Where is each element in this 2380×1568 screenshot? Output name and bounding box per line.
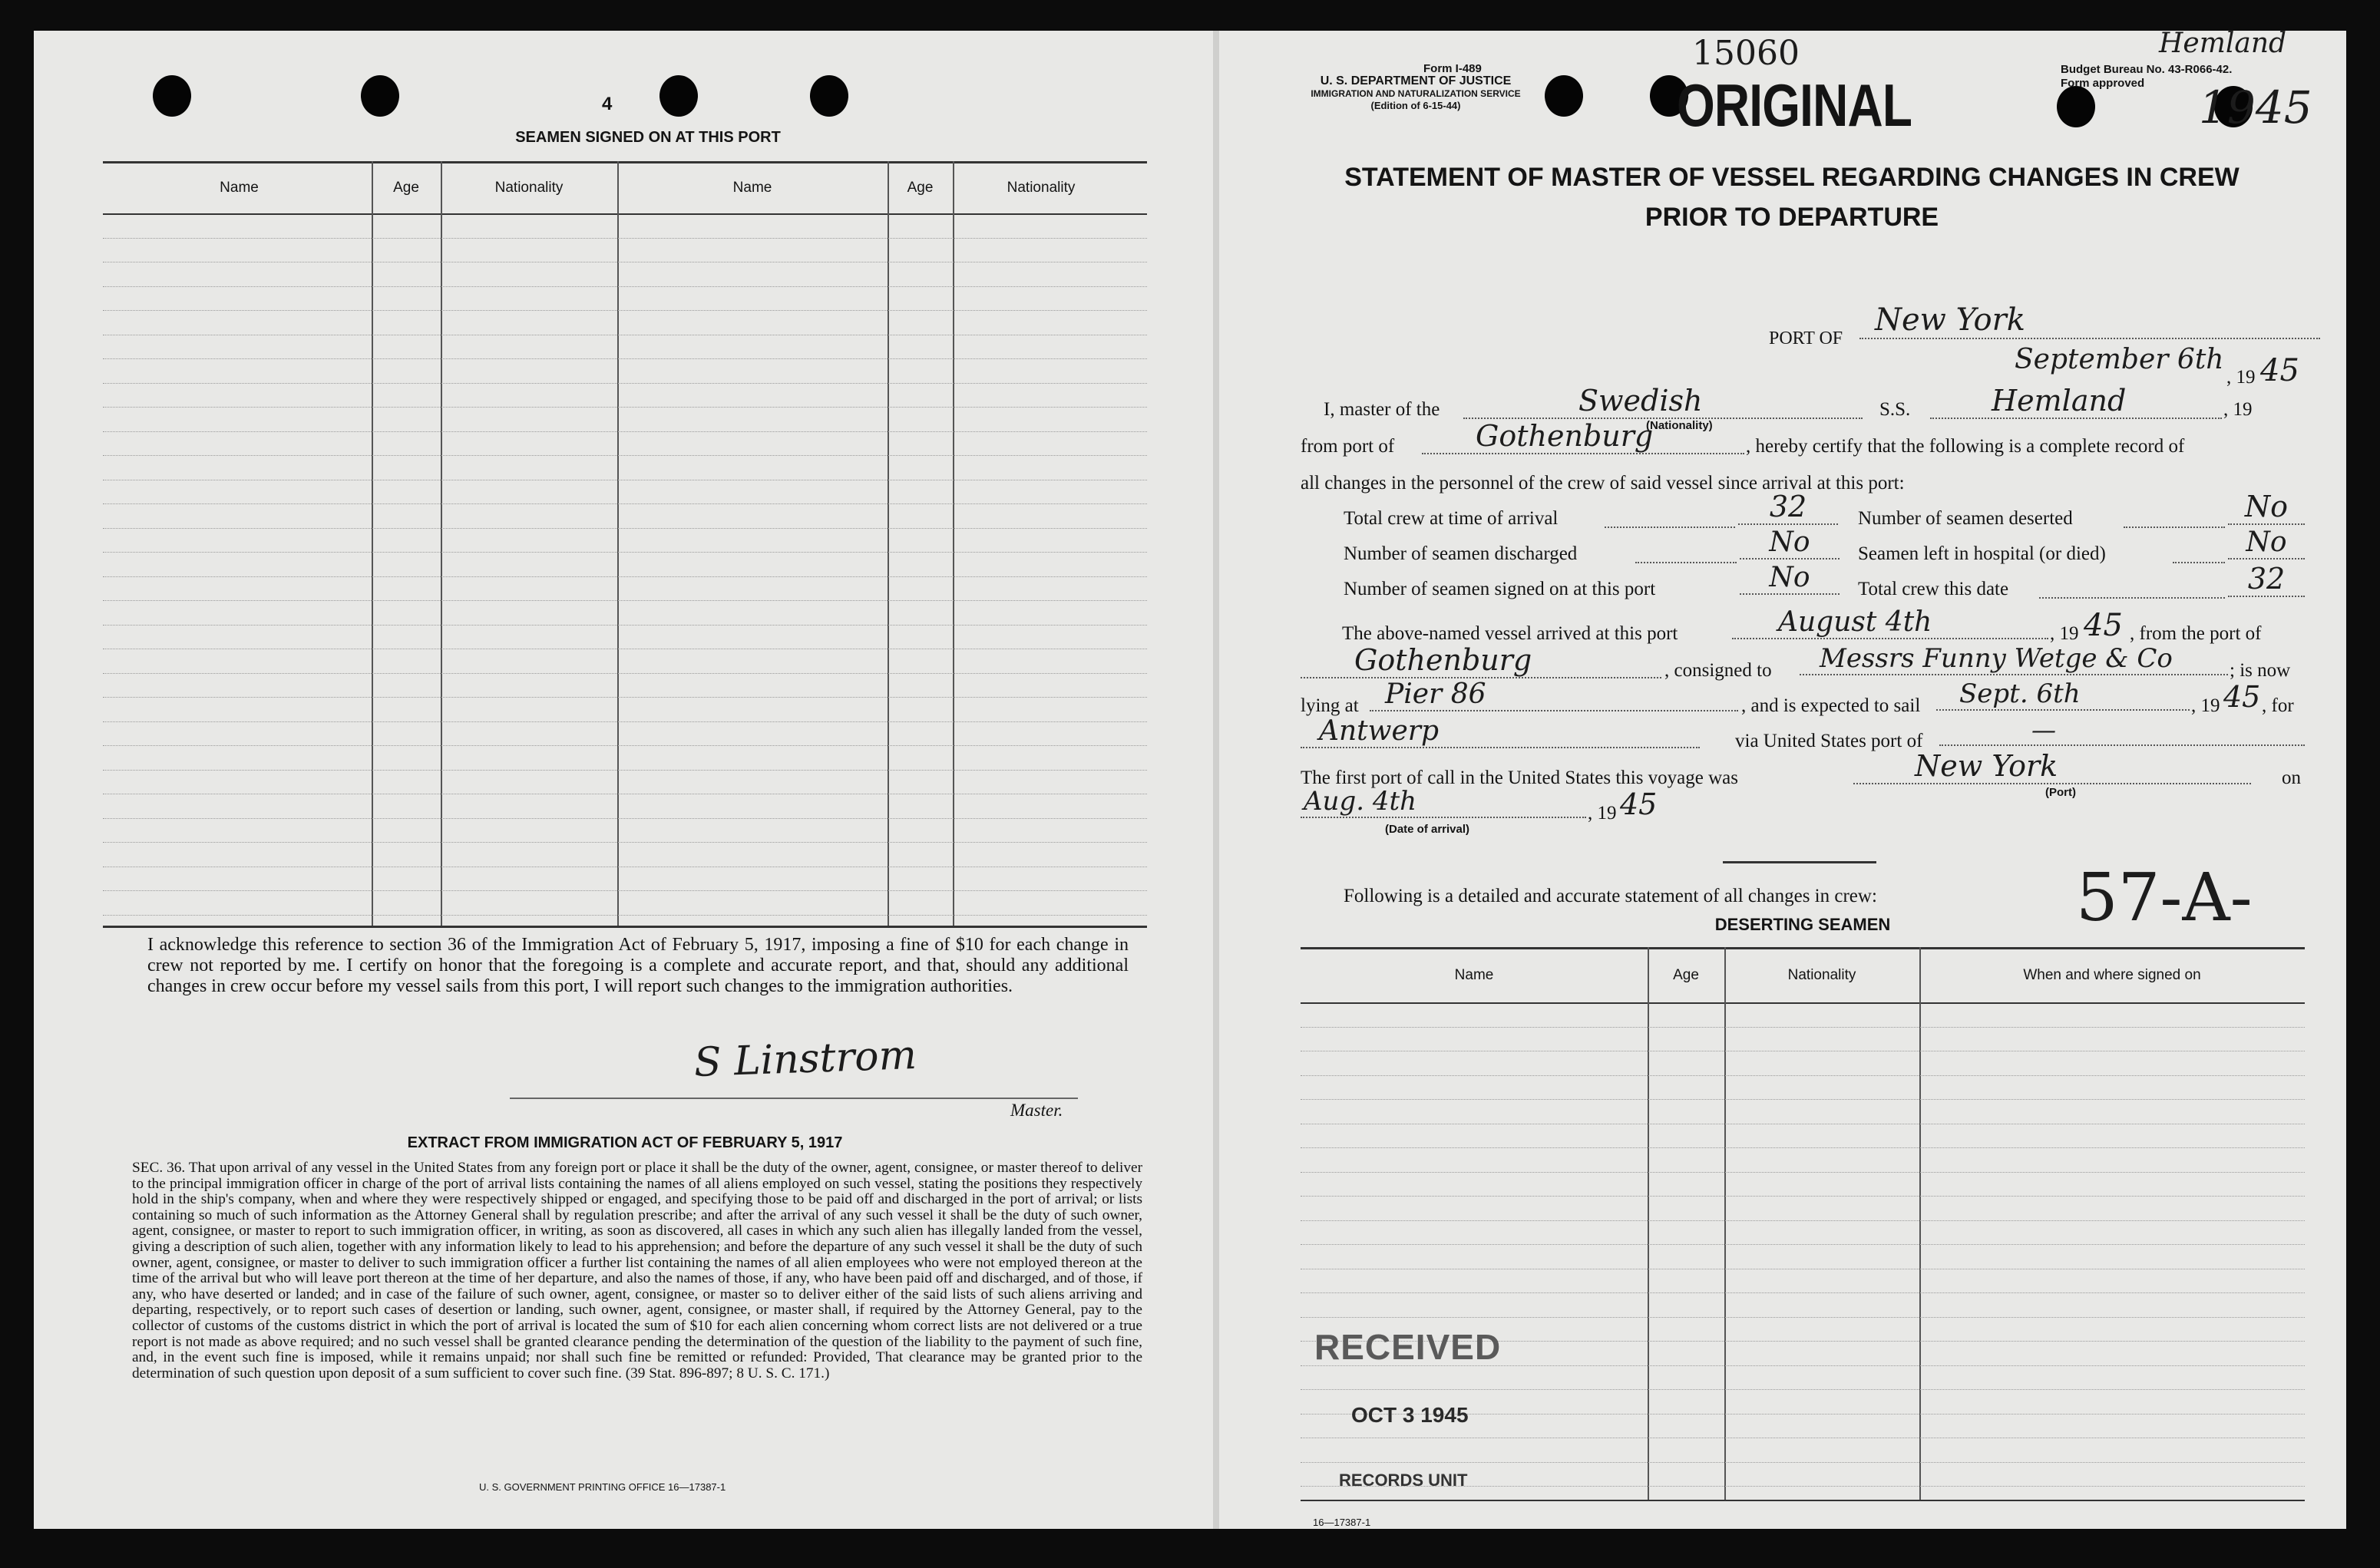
signed-on-label: Number of seamen signed on at this port — [1344, 579, 1656, 599]
table-row — [1301, 1462, 2305, 1463]
table-row — [103, 407, 1147, 408]
first-year-prefix: , 19 — [1588, 803, 1617, 824]
signature-line — [510, 1098, 1078, 1099]
hospital-label: Seamen left in hospital (or died) — [1858, 543, 2106, 564]
deserting-table-bottom-rule — [1301, 1500, 2305, 1501]
lying-at-label: lying at — [1301, 695, 1359, 716]
deserting-col-signed-on: When and where signed on — [2023, 967, 2201, 983]
table-row — [1301, 1317, 2305, 1318]
table-row — [1301, 1389, 2305, 1390]
handwritten-code: 57-A- — [2076, 860, 2253, 936]
arrived-year-value: 45 — [2084, 608, 2123, 643]
destination-field: Antwerp — [1301, 715, 1700, 748]
service-name: IMMIGRATION AND NATURALIZATION SERVICE — [1311, 88, 1521, 99]
footer-code: 16—17387-1 — [1313, 1517, 1371, 1528]
signed-on-field: No — [1740, 562, 1840, 595]
short-divider — [1723, 861, 1876, 863]
column-divider — [372, 161, 373, 926]
table-row — [1301, 1244, 2305, 1245]
table-header-rule — [103, 213, 1147, 215]
table-row — [103, 625, 1147, 626]
table-row — [1301, 1147, 2305, 1148]
table-row — [103, 503, 1147, 504]
table-row — [1301, 1027, 2305, 1028]
following-text: Following is a detailed and accurate statement of all changes in crew: — [1344, 886, 1877, 906]
consigned-field: Messrs Funny Wetge & Co — [1800, 643, 2228, 675]
from-port-label: from port of — [1301, 436, 1395, 457]
punch-hole-icon — [659, 75, 698, 117]
table-row — [103, 528, 1147, 529]
column-divider — [888, 161, 889, 926]
acknowledgement-text: I acknowledge this reference to section 36 of the Immigration Act of February 5, 1917, imposing a fine of $10 for each change in crew not reported by me. I certify on honor that the foregoing is a complete and accurate report, and that, should any additional changes in crew occur before my vessel sails from this port, I will report such changes to the immigration authorities. — [147, 935, 1129, 996]
arrived-label: The above-named vessel arrived at this port — [1342, 623, 1678, 644]
table-row — [103, 431, 1147, 432]
table-row — [103, 358, 1147, 359]
table-row — [103, 600, 1147, 601]
from-port2-field: Gothenburg — [1301, 643, 1661, 678]
date-year-value: 45 — [2260, 353, 2299, 388]
port-of-field: New York — [1859, 302, 2320, 339]
via-port-field: — — [1939, 715, 2305, 746]
sail-year-prefix: , 19 — [2191, 695, 2220, 716]
original-stamp: ORIGINAL — [1677, 71, 1912, 139]
total-crew-arrival-label: Total crew at time of arrival — [1344, 508, 1559, 529]
table-row — [103, 721, 1147, 722]
column-divider — [1919, 947, 1921, 1500]
table-row — [103, 915, 1147, 916]
deserting-table-top-rule — [1301, 947, 2305, 949]
table-row — [1301, 1196, 2305, 1197]
table-row — [1301, 1099, 2305, 1100]
departure-date-field: September 6th — [2015, 344, 2224, 375]
master-of-label: I, master of the — [1324, 399, 1440, 420]
discharged-field: No — [1740, 527, 1840, 560]
table-row — [103, 383, 1147, 384]
column-divider — [953, 161, 954, 926]
expected-sail-label: , and is expected to sail — [1741, 695, 1921, 716]
total-crew-arrival-field: 32 — [1738, 490, 1838, 525]
for-label: , for — [2262, 695, 2294, 716]
column-divider — [1724, 947, 1726, 1500]
first-port-field: New York — [1853, 749, 2251, 784]
table-row — [103, 770, 1147, 771]
printing-office-note: U. S. GOVERNMENT PRINTING OFFICE 16—17387-1 — [479, 1481, 726, 1493]
first-date-field: Aug. 4th — [1301, 786, 1586, 818]
punch-hole-icon — [810, 75, 848, 117]
statement-subtitle: PRIOR TO DEPARTURE — [1645, 203, 1939, 232]
table-top-rule — [103, 161, 1147, 163]
leader-dots — [1635, 562, 1737, 563]
statement-title: STATEMENT OF MASTER OF VESSEL REGARDING CHANGES IN CREW — [1344, 163, 2240, 192]
received-date-stamp: OCT 3 1945 — [1351, 1403, 1469, 1427]
nationality-caption: (Nationality) — [1646, 419, 1713, 432]
table-row — [103, 455, 1147, 456]
table-row — [103, 238, 1147, 239]
hospital-field: No — [2228, 527, 2305, 560]
page-number: 4 — [602, 94, 613, 114]
date-arrival-caption: (Date of arrival) — [1385, 823, 1470, 836]
form-number: Form I-489 — [1423, 62, 1482, 75]
table-row — [1301, 1075, 2305, 1076]
table-row — [103, 745, 1147, 746]
arrived-date-field: August 4th — [1732, 606, 2048, 639]
all-changes-text: all changes in the personnel of the crew of said vessel since arrival at this port: — [1301, 473, 1905, 494]
form-header — [1262, 63, 1569, 112]
page-fold — [1213, 31, 1219, 1529]
sail-year-value: 45 — [2223, 680, 2261, 714]
col-header-age: Age — [393, 180, 419, 196]
deserting-col-nationality: Nationality — [1787, 967, 1856, 983]
table-row — [103, 842, 1147, 843]
total-crew-date-field: 32 — [2228, 562, 2305, 597]
leader-dots — [2039, 597, 2225, 599]
extract-title: EXTRACT FROM IMMIGRATION ACT OF FEBRUARY 5, 1917 — [407, 1134, 843, 1151]
port-of-label: PORT OF — [1769, 328, 1843, 348]
extract-text: SEC. 36. That upon arrival of any vessel in the United States from any foreign port or place it shall be the duty of the owner, agent, consignee, or master thereof to deliver to the principal immigration officer in charge of the port of arrival lists containing the names of all aliens employed on such vessel, stating the positions they respectively hold in the ship's company, when and where they were respectively shipped or engaged, and specifying those to be paid off and discharged in the port of arrival; or lists containing so much of such information as the Attorney General shall by regulation prescribe; and after the arrival of any such vessel it shall be the duty of such owner, agent, consignee, or master to report to such immigration officer, in writing, as soon as discovered, all cases in which any such alien has illegally landed from the vessel, giving a description of such alien, together with any information likely to lead to his apprehension; and before the departure of any such vessel it shall be the duty of such owner, agent, consignee, or master to deliver to such immigration officer a further list containing the names of all alien employees who were not employed thereon at the time of the arrival but who will leave port thereon at the time of her departure, and also the names of those, if any, who have been paid off and discharged, and of those, if any, who have deserted or landed; and in case of the failure of such owner, agent, consignee, or master so to deliver either of the said lists of such aliens arriving and departing, respectively, or to report such cases of desertion or landing, such owner, agent, consignee, or master shall, if required by the Attorney General, pay to the collector of customs of the customs district in which the port of arrival is located the sum of $10 for each alien concerning whom correct lists are not delivered or a true report is not made as above required; and no such vessel shall be granted clearance pending the determination of the question of the liability to the payment of such fine, and, in the event such fine is imposed, while it remains unpaid; nor shall such fine be remitted or refunded: Provided, That clearance may be granted prior to the determination of such question upon deposit of a sum sufficient to cover such fine. (39 Stat. 896-897; 8 U. S. C. 171.) — [132, 1160, 1142, 1381]
leader-dots — [1605, 527, 1735, 528]
from-port-field: Gothenburg — [1422, 419, 1744, 454]
first-port-label: The first port of call in the United States this voyage was — [1301, 767, 1739, 788]
column-divider — [441, 161, 442, 926]
lying-at-field: Pier 86 — [1370, 678, 1738, 711]
vessel-name-field: Hemland — [1930, 384, 2222, 419]
stamped-file-number: 15060 — [1692, 34, 1800, 73]
table-row — [103, 552, 1147, 553]
table-row — [1301, 1220, 2305, 1221]
table-row — [103, 818, 1147, 819]
master-label: Master. — [1010, 1101, 1063, 1120]
certify-text: , hereby certify that the following is a complete record of — [1746, 436, 2185, 457]
handwritten-year-corner: 1945 — [2199, 81, 2312, 134]
table-row — [103, 576, 1147, 577]
department-name: U. S. DEPARTMENT OF JUSTICE — [1320, 74, 1512, 87]
via-label: via United States port of — [1735, 731, 1923, 751]
deserted-field: No — [2228, 490, 2305, 525]
deserted-label: Number of seamen deserted — [1858, 508, 2073, 529]
column-divider — [617, 161, 619, 926]
col-header-nationality: Nationality — [1007, 180, 1076, 196]
col-header-age: Age — [907, 180, 934, 196]
col-header-name: Name — [732, 180, 772, 196]
table-row — [103, 310, 1147, 311]
table-row — [103, 697, 1147, 698]
punch-hole-icon — [2057, 86, 2095, 127]
table-row — [103, 286, 1147, 287]
budget-bureau-number: Budget Bureau No. 43-R066-42. — [2061, 63, 2233, 76]
table-row — [1301, 1172, 2305, 1173]
table-row — [1301, 1292, 2305, 1293]
signed-on-table-title: SEAMEN SIGNED ON AT THIS PORT — [515, 129, 781, 146]
deserting-seamen-title: DESERTING SEAMEN — [1714, 915, 1891, 934]
on-label: on — [2282, 767, 2301, 788]
sail-date-field: Sept. 6th — [1936, 678, 2190, 711]
table-row — [103, 673, 1147, 674]
master-signature: S Linstrom — [693, 1032, 917, 1087]
is-now-label: ; is now — [2230, 660, 2291, 681]
vessel-type: S.S. — [1879, 399, 1911, 420]
port-caption: (Port) — [2045, 786, 2076, 799]
form-approved: Form approved — [2061, 77, 2145, 90]
consigned-label: , consigned to — [1664, 660, 1772, 681]
table-bottom-rule — [103, 926, 1147, 928]
arrived-year-prefix: , 19 — [2050, 623, 2079, 644]
punch-hole-icon — [153, 75, 191, 117]
total-crew-date-label: Total crew this date — [1858, 579, 2009, 599]
col-header-name: Name — [220, 180, 259, 196]
vessel-year-prefix: , 19 — [2223, 399, 2253, 420]
punch-hole-icon — [361, 75, 399, 117]
table-row — [103, 890, 1147, 891]
col-header-nationality: Nationality — [494, 180, 564, 196]
column-divider — [1648, 947, 1649, 1500]
nationality-field: Swedish — [1463, 384, 1863, 419]
form-edition: (Edition of 6-15-44) — [1370, 100, 1461, 111]
leader-dots — [2124, 527, 2225, 528]
document-sheet — [34, 28, 2346, 1529]
discharged-label: Number of seamen discharged — [1344, 543, 1578, 564]
deserting-table-header-rule — [1301, 1002, 2305, 1004]
from-the-port-label: , from the port of — [2130, 623, 2262, 644]
handwritten-vessel-note: Hemland — [2159, 28, 2287, 59]
records-unit-stamp: RECORDS UNIT — [1339, 1471, 1468, 1490]
first-year-value: 45 — [1620, 787, 1658, 821]
date-year-prefix: , 19 — [2226, 367, 2256, 388]
leader-dots — [2173, 562, 2225, 563]
deserting-col-age: Age — [1673, 967, 1699, 983]
received-stamp: RECEIVED — [1314, 1327, 1502, 1367]
deserting-col-name: Name — [1454, 967, 1494, 983]
